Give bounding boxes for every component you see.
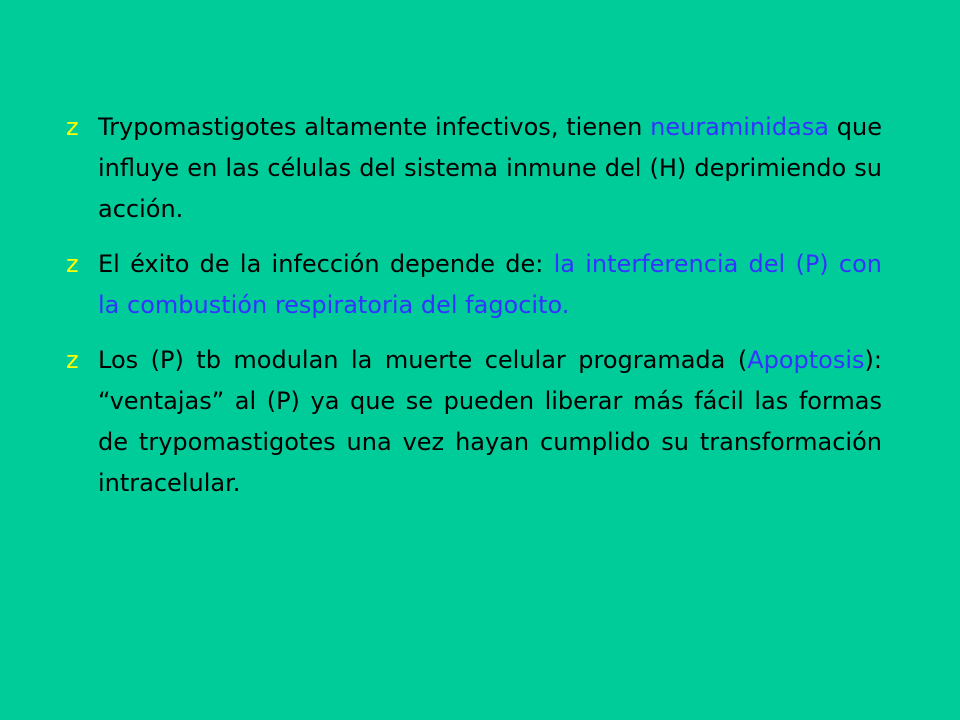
bullet-list (66, 107, 882, 518)
bullet-text: que influye en las células del sistema inmune del (H) deprimiendo su acción. (98, 113, 883, 223)
bullet-text: ): “ventajas” al (P) ya que se pueden liberar más fácil las formas de trypomastigotes una vez hayan cumplido su transformación intracelular. (98, 346, 882, 497)
highlighted-phrase: la interferencia del (P) con la combustión respiratoria del fagocito. (98, 250, 883, 319)
highlighted-term: neuraminidasa (650, 113, 829, 141)
bullet-marker-icon: z (66, 250, 79, 278)
bullet-item-exito-infeccion (66, 244, 882, 326)
bullet-text: Los (P) tb modulan la muerte celular programada ( (98, 346, 748, 374)
bullet-item-trypomastigotes (66, 107, 882, 230)
highlighted-term: Apoptosis (747, 346, 865, 374)
bullet-text: El éxito de la infección depende de: (98, 250, 554, 278)
bullet-marker-icon: z (66, 113, 79, 141)
bullet-item-apoptosis (66, 340, 882, 504)
bullet-text: Trypomastigotes altamente infectivos, tienen (98, 113, 651, 141)
bullet-marker-icon: z (66, 346, 79, 374)
